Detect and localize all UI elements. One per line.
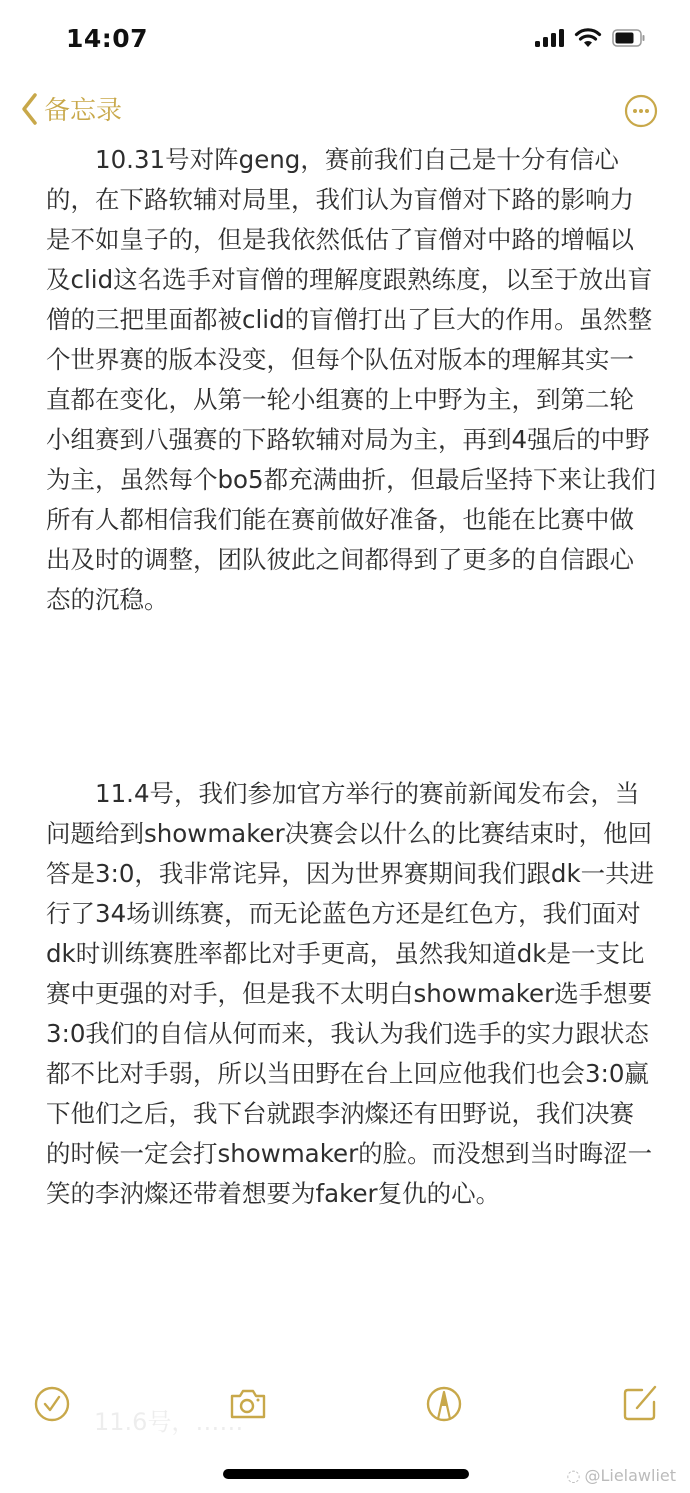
compose-icon[interactable]	[620, 1384, 660, 1424]
status-time: 14:07	[66, 24, 149, 53]
note-body[interactable]	[46, 140, 656, 1214]
pen-circle-icon[interactable]	[424, 1384, 464, 1424]
cellular-signal-icon	[534, 28, 564, 48]
wifi-icon	[574, 28, 602, 48]
camera-icon[interactable]	[228, 1384, 268, 1424]
note-paragraph: 10.31号对阵geng，赛前我们自己是十分有信心的，在下路软辅对局里，我们认为盲僧对下路的影响力是不如皇子的，但是我依然低估了盲僧对中路的增幅以及clid这名选手对盲僧的理解度跟熟练度，以至于放出盲僧的三把里面都被clid的盲僧打出了巨大的作用。虽然整个世界赛的版本没变，但每个队伍对版本的理解其实一直都在变化，从第一轮小组赛的上中野为主，到第二轮小组赛到八强赛的下路软辅对局为主，再到4强后的中野为主，虽然每个bo5都充满曲折，但最后坚持下来让我们所有人都相信我们能在赛前做好准备，也能在比赛中做出及时的调整，团队彼此之间都得到了更多的自信跟心态的沉稳。	[46, 145, 656, 614]
navigation-bar	[0, 90, 690, 134]
checkmark-circle-icon[interactable]	[32, 1384, 72, 1424]
more-ellipsis-icon[interactable]	[624, 94, 658, 128]
weibo-icon: ◌	[566, 1466, 581, 1485]
bottom-toolbar	[0, 1380, 690, 1430]
watermark-text: @Lielawliet	[584, 1466, 676, 1485]
battery-icon	[612, 28, 646, 48]
home-indicator[interactable]	[223, 1469, 469, 1479]
back-label: 备忘录	[44, 96, 123, 126]
chevron-left-icon	[20, 92, 38, 126]
status-bar	[0, 0, 690, 80]
back-button[interactable]	[20, 90, 122, 127]
note-paragraph: 11.4号，我们参加官方举行的赛前新闻发布会，当问题给到showmaker决赛会以什么的比赛结束时，他回答是3:0，我非常诧异，因为世界赛期间我们跟dk一共进行了34场训练赛，而无论蓝色方还是红色方，我们面对dk时训练赛胜率都比对手更高，虽然我知道dk是一支比赛中更强的对手，但是我不太明白showmaker选手想要3:0我们的自信从何而来，我认为我们选手的实力跟状态都不比对手弱，所以当田野在台上回应他我们也会3:0赢下他们之后，我下台就跟李汭燦还有田野说，我们决赛的时候一定会打showmaker的脸。而没想到当时晦涩一笑的李汭燦还带着想要为faker复仇的心。	[46, 779, 655, 1208]
note-paragraph-faded: 11.6号，……	[94, 1408, 244, 1436]
status-icons	[534, 28, 646, 48]
watermark	[566, 1466, 676, 1485]
